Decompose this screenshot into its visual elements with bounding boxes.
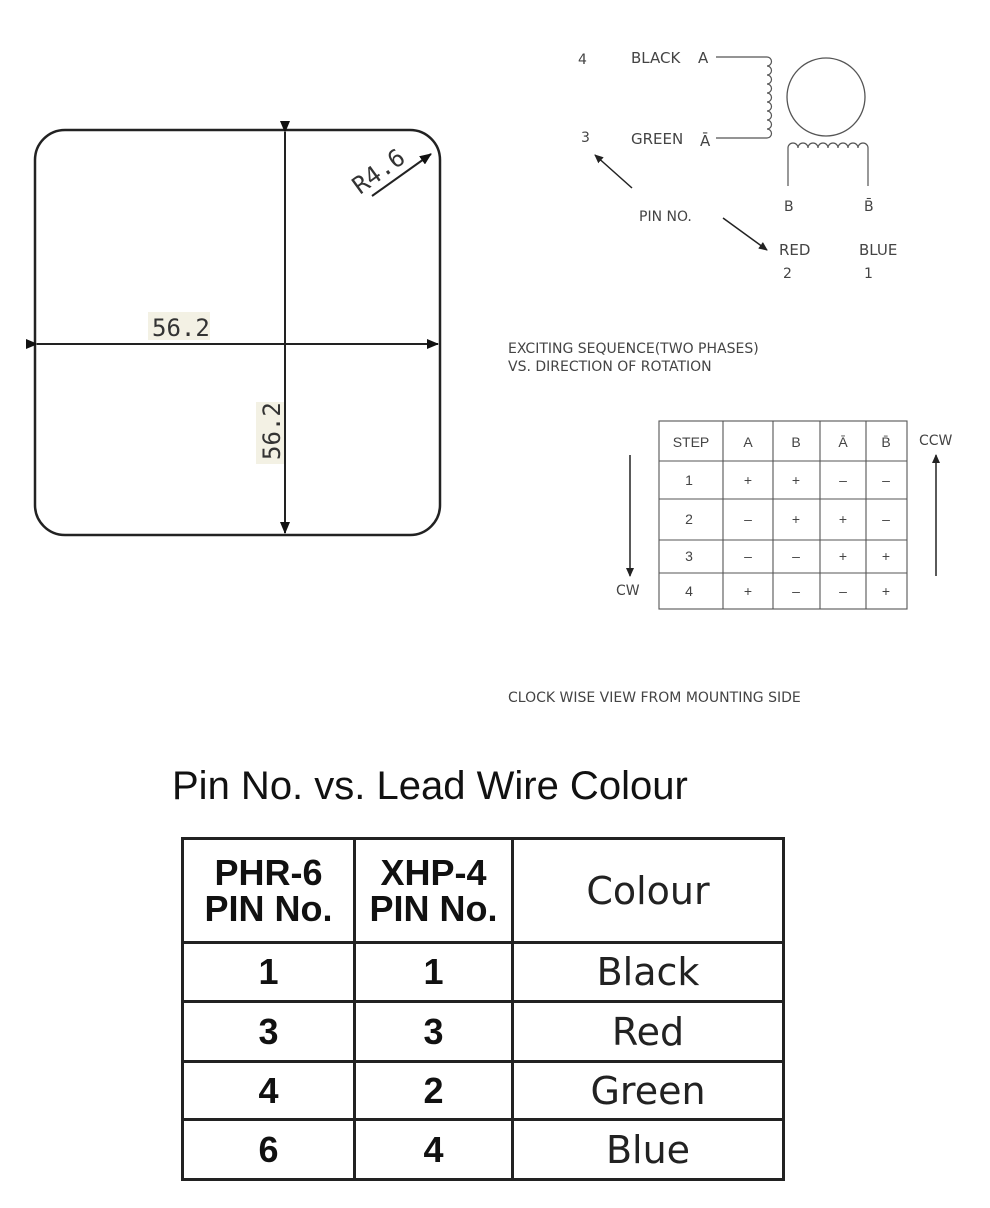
blue-wire-label: BLUE [859,241,898,259]
pin-table-title: Pin No. vs. Lead Wire Colour [172,764,688,808]
width-dimension-label: 56.2 [152,314,210,342]
xhp-pin-cell: 4 [355,1120,513,1180]
sequence-table-header [673,434,891,450]
colour-cell: Black [513,943,784,1002]
phr-pin-cell: 4 [183,1062,355,1120]
sequence-row-1 [685,472,890,488]
colour-cell: Green [513,1062,784,1120]
xhp-header-line1: XHP-4 [380,851,487,893]
cell: 3 [685,548,693,564]
pin-1-number: 1 [864,266,873,282]
table-row [183,1120,784,1180]
cell: + [838,548,848,564]
header-a-bar: Ā [838,434,848,450]
sequence-title-line1: EXCITING SEQUENCE(TWO PHASES) [508,341,759,357]
cell: + [743,472,753,488]
black-wire-label: BLACK [631,49,681,67]
xhp-header-line2: PIN No. [369,887,498,929]
cell: – [839,583,847,599]
cell: + [791,511,801,527]
xhp-pin-cell: 2 [355,1062,513,1120]
exciting-sequence [508,341,953,706]
sequence-row-4 [685,583,890,599]
height-dimension-label: 56.2 [258,402,286,460]
phase-a-bar-label: Ā [700,132,711,150]
table-row [183,1062,784,1120]
cell: 1 [685,472,693,488]
red-wire-label: RED [779,241,811,259]
phase-b-coil [788,143,868,186]
cell: – [792,548,800,564]
phase-a-coil [767,57,772,138]
table-row [183,943,784,1002]
phr-header-line2: PIN No. [204,887,333,929]
colour-cell: Red [513,1002,784,1062]
cell: – [792,583,800,599]
phr-pin-header [183,839,355,943]
header-a: A [743,434,753,450]
phase-b-bar-label: B̄ [864,199,874,215]
xhp-pin-cell: 3 [355,1002,513,1062]
phr-pin-cell: 3 [183,1002,355,1062]
cell: + [881,548,891,564]
colour-header: Colour [513,839,784,943]
cell: – [882,472,890,488]
pin-no-arrow-down [723,218,767,250]
sequence-title-line2: VS. DIRECTION OF ROTATION [508,359,712,375]
colour-cell: Blue [513,1120,784,1180]
xhp-pin-header [355,839,513,943]
cell: – [839,472,847,488]
header-step: STEP [672,434,710,450]
cell: + [881,583,891,599]
pin-table-header-row [183,839,784,943]
cell: 2 [685,511,693,527]
header-b: B [791,434,801,450]
table-row [183,1002,784,1062]
phr-pin-cell: 1 [183,943,355,1002]
phase-a-label: A [698,49,709,67]
radius-label: R4.6 [347,143,411,200]
phase-b-label: B [784,199,794,215]
pin-3-number: 3 [581,130,590,146]
pin-no-arrow-up [595,155,632,188]
green-wire-label: GREEN [631,130,684,148]
cell: – [882,511,890,527]
cw-label: CW [616,583,640,599]
ccw-label: CCW [919,433,953,449]
cell: – [744,548,752,564]
cell: + [743,583,753,599]
phr-header-line1: PHR-6 [214,851,323,893]
cell: + [838,511,848,527]
mounting-side-note: CLOCK WISE VIEW FROM MOUNTING SIDE [508,690,801,706]
cell: + [791,472,801,488]
cell: – [744,511,752,527]
wiring-diagram [578,49,897,282]
sequence-row-3 [685,548,890,564]
pin-4-number: 4 [578,52,587,68]
cell: 4 [685,583,693,599]
motor-outline-drawing [35,130,440,535]
header-b-bar: B̄ [881,434,891,450]
xhp-pin-cell: 1 [355,943,513,1002]
pin-2-number: 2 [783,266,792,282]
phr-pin-cell: 6 [183,1120,355,1180]
sequence-row-2 [685,511,890,527]
rotor-circle [787,58,865,136]
pin-colour-table [181,837,785,1181]
pin-no-label: PIN NO. [639,209,692,225]
